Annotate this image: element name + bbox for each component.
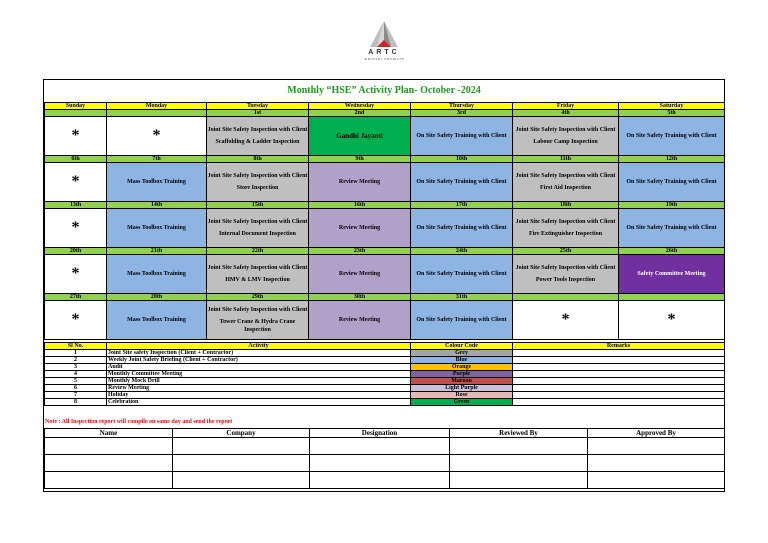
inspection-text: First Aid Inspection <box>539 185 591 191</box>
logo-tagline: INDUSTRY PROJECTS <box>363 57 405 61</box>
asterisk-icon: * <box>71 265 80 282</box>
activity-cell <box>411 209 513 248</box>
activity-cell <box>309 255 411 294</box>
legend-remarks <box>513 350 725 357</box>
date-cell: 1st <box>207 110 309 117</box>
legend-colour-swatch: Green <box>411 399 513 406</box>
date-cell: 14th <box>107 202 207 209</box>
signoff-header-reviewed-by: Reviewed By <box>450 429 588 438</box>
note-text: Note : All Inspection report will compile on same day and send the report <box>45 419 233 425</box>
legend-colour-swatch: Maroon <box>411 378 513 385</box>
activity-cell <box>619 255 725 294</box>
signoff-cell[interactable] <box>310 438 450 455</box>
date-cell: 27th <box>45 294 107 301</box>
legend-remarks <box>513 371 725 378</box>
legend-colour-swatch: Grey <box>411 350 513 357</box>
legend-sno: 2 <box>45 357 107 364</box>
legend-remarks <box>513 392 725 399</box>
legend-activity-header: Activity <box>107 343 411 350</box>
legend-activity: Monthly Committee Meeting <box>107 371 411 378</box>
legend-activity: Monthly Mock Drill <box>107 378 411 385</box>
day-header-tuesday: Tuesday <box>207 103 309 110</box>
page-title: Monthly “HSE” Activity Plan- October -2024 <box>287 85 481 96</box>
off-day-cell <box>45 255 107 294</box>
signoff-header-designation: Designation <box>310 429 450 438</box>
activity-text: Joint Site Safety Inspection with Client <box>207 265 308 271</box>
signoff-cell[interactable] <box>450 472 588 489</box>
legend-row <box>45 385 725 392</box>
activity-text: Mass Toolbox Training <box>127 271 186 277</box>
activity-text: On Site Safety Training with Client <box>416 271 507 277</box>
activity-row <box>45 209 725 248</box>
activity-text: Joint Site Safety Inspection with Client <box>515 127 616 133</box>
date-cell: 19th <box>619 202 725 209</box>
day-header-friday: Friday <box>513 103 619 110</box>
off-day-cell <box>45 163 107 202</box>
calendar-table <box>44 102 725 340</box>
date-cell: 16th <box>309 202 411 209</box>
date-cell: 23th <box>309 248 411 255</box>
activity-cell <box>207 209 309 248</box>
legend-colour-swatch: Light Purple <box>411 385 513 392</box>
date-cell: 4th <box>513 110 619 117</box>
legend-row <box>45 392 725 399</box>
signoff-cell[interactable] <box>588 455 725 472</box>
activity-text: Safety Committee Meeting <box>637 271 706 277</box>
signoff-cell[interactable] <box>450 438 588 455</box>
activity-text: On Site Safety Training with Client <box>416 317 507 323</box>
inspection-text: Internal Document Inspection <box>218 231 296 237</box>
inspection-text: Labour Camp Inspection <box>533 139 598 145</box>
activity-row <box>45 255 725 294</box>
activity-text: Joint Site Safety Inspection with Client <box>207 219 308 225</box>
legend-row <box>45 399 725 406</box>
asterisk-icon: * <box>152 127 161 144</box>
date-cell: 10th <box>411 156 513 163</box>
activity-text: Joint Site Safety Inspection with Client <box>207 127 308 133</box>
legend-row <box>45 371 725 378</box>
signoff-row <box>45 472 725 489</box>
legend-activity: Celebration <box>107 399 411 406</box>
activity-cell <box>513 163 619 202</box>
date-row <box>45 248 725 255</box>
inspection-text: HMV & LMV Inspection <box>225 277 290 283</box>
asterisk-icon: * <box>561 311 570 328</box>
activity-text: Mass Toolbox Training <box>127 317 186 323</box>
off-day-cell <box>45 301 107 340</box>
activity-plan-sheet <box>43 79 725 492</box>
day-header-monday: Monday <box>107 103 207 110</box>
date-cell: 29th <box>207 294 309 301</box>
legend-remarks-header: Remarks <box>513 343 725 350</box>
activity-cell <box>619 163 725 202</box>
legend-remarks <box>513 364 725 371</box>
date-cell: 9th <box>309 156 411 163</box>
legend-row <box>45 364 725 371</box>
off-day-cell <box>45 209 107 248</box>
off-day-cell <box>513 301 619 340</box>
legend-colour-header: Colour Code <box>411 343 513 350</box>
signoff-header-approved-by: Approved By <box>588 429 725 438</box>
inspection-text: Power Tools Inspection <box>535 277 596 283</box>
date-cell: 8th <box>207 156 309 163</box>
signoff-cell[interactable] <box>173 438 310 455</box>
activity-cell <box>411 163 513 202</box>
legend-sno: 1 <box>45 350 107 357</box>
inspection-text: Fire Extinguisher Inspection <box>528 231 603 237</box>
date-cell: 15th <box>207 202 309 209</box>
activity-cell <box>309 209 411 248</box>
activity-cell <box>207 255 309 294</box>
activity-cell <box>309 301 411 340</box>
off-day-cell <box>619 301 725 340</box>
activity-row <box>45 163 725 202</box>
legend-sno: 4 <box>45 371 107 378</box>
date-cell: 5th <box>619 110 725 117</box>
asterisk-icon: * <box>71 219 80 236</box>
activity-text: Review Meeting <box>338 271 381 277</box>
asterisk-icon: * <box>667 311 676 328</box>
activity-text: On Site Safety Training with Client <box>626 225 717 231</box>
date-cell <box>619 294 725 301</box>
activity-cell <box>207 301 309 340</box>
date-cell: 13th <box>45 202 107 209</box>
activity-text: Joint Site Safety Inspection with Client <box>515 265 616 271</box>
legend-activity: Weekly Joint Safety Briefing (Client + Contractor) <box>107 357 411 364</box>
legend-remarks <box>513 385 725 392</box>
legend-header-row <box>45 343 725 350</box>
date-cell: 6th <box>45 156 107 163</box>
activity-cell <box>619 117 725 156</box>
logo-name: ARTC <box>368 49 400 56</box>
signoff-header-name: Name <box>45 429 173 438</box>
activity-cell <box>411 255 513 294</box>
asterisk-icon: * <box>71 127 80 144</box>
legend-table <box>44 342 725 406</box>
logo-triangle-icon <box>369 20 399 48</box>
signoff-table <box>44 428 725 489</box>
date-cell <box>513 294 619 301</box>
legend-remarks <box>513 378 725 385</box>
activity-text: On Site Safety Training with Client <box>626 133 717 139</box>
activity-text: On Site Safety Training with Client <box>416 133 507 139</box>
signoff-cell[interactable] <box>45 438 173 455</box>
day-header-saturday: Saturday <box>619 103 725 110</box>
activity-row <box>45 117 725 156</box>
legend-colour-swatch: Rose <box>411 392 513 399</box>
date-row <box>45 294 725 301</box>
date-cell: 17th <box>411 202 513 209</box>
legend-sno: 8 <box>45 399 107 406</box>
activity-text: Gandhi Jayanti <box>336 132 383 140</box>
legend-colour-swatch: Orange <box>411 364 513 371</box>
date-cell: 25th <box>513 248 619 255</box>
activity-text: Review Meeting <box>338 225 381 231</box>
activity-text: Mass Toolbox Training <box>127 225 186 231</box>
artc-logo <box>356 20 412 68</box>
activity-cell <box>619 209 725 248</box>
activity-text: Review Meeting <box>338 317 381 323</box>
date-row <box>45 156 725 163</box>
legend-sno: 7 <box>45 392 107 399</box>
asterisk-icon: * <box>71 173 80 190</box>
legend-activity: Audit <box>107 364 411 371</box>
day-header-wednesday: Wednesday <box>309 103 411 110</box>
legend-activity: Holiday <box>107 392 411 399</box>
date-cell: 7th <box>107 156 207 163</box>
date-cell <box>107 110 207 117</box>
activity-row <box>45 301 725 340</box>
legend-sno: 3 <box>45 364 107 371</box>
activity-cell <box>107 255 207 294</box>
activity-cell <box>411 301 513 340</box>
legend-sno: 6 <box>45 385 107 392</box>
signoff-cell[interactable] <box>310 455 450 472</box>
date-cell: 2nd <box>309 110 411 117</box>
activity-text: Review Meeting <box>338 179 381 185</box>
signoff-header-row <box>45 429 725 438</box>
signoff-row <box>45 455 725 472</box>
signoff-cell[interactable] <box>450 455 588 472</box>
activity-cell <box>207 117 309 156</box>
date-cell: 26th <box>619 248 725 255</box>
activity-cell <box>513 255 619 294</box>
day-header-thursday: Thursday <box>411 103 513 110</box>
inspection-text: Tower Crane & Hydra Crane Inspection <box>219 319 296 333</box>
activity-cell <box>107 209 207 248</box>
legend-remarks <box>513 357 725 364</box>
legend-colour-swatch: Blue <box>411 357 513 364</box>
activity-cell <box>207 163 309 202</box>
activity-text: Joint Site Safety Inspection with Client <box>515 219 616 225</box>
date-cell: 24th <box>411 248 513 255</box>
legend-colour-swatch: Purple <box>411 371 513 378</box>
date-row <box>45 202 725 209</box>
date-cell: 31th <box>411 294 513 301</box>
signoff-cell[interactable] <box>45 455 173 472</box>
day-header-sunday: Sunday <box>45 103 107 110</box>
date-cell: 21th <box>107 248 207 255</box>
activity-text: On Site Safety Training with Client <box>416 179 507 185</box>
date-cell: 30th <box>309 294 411 301</box>
off-day-cell <box>107 117 207 156</box>
inspection-text: Store Inspection <box>236 185 279 191</box>
legend-row <box>45 357 725 364</box>
activity-text: On Site Safety Training with Client <box>626 179 717 185</box>
activity-cell <box>513 117 619 156</box>
date-row <box>45 110 725 117</box>
activity-cell <box>107 301 207 340</box>
signoff-cell[interactable] <box>45 472 173 489</box>
day-header-row <box>45 103 725 110</box>
date-cell: 3rd <box>411 110 513 117</box>
signoff-cell[interactable] <box>588 438 725 455</box>
activity-text: Joint Site Safety Inspection with Client <box>515 173 616 179</box>
activity-cell <box>513 209 619 248</box>
legend-sno: 5 <box>45 378 107 385</box>
signoff-header-company: Company <box>173 429 310 438</box>
signoff-cell[interactable] <box>173 455 310 472</box>
date-cell: 12th <box>619 156 725 163</box>
activity-cell <box>309 163 411 202</box>
signoff-row <box>45 438 725 455</box>
activity-text: Joint Site Safety Inspection with Client <box>207 173 308 179</box>
activity-text: Joint Site Safety Inspection with Client <box>207 307 308 313</box>
signoff-cell[interactable] <box>173 472 310 489</box>
legend-remarks <box>513 399 725 406</box>
date-cell: 11th <box>513 156 619 163</box>
date-cell: 20th <box>45 248 107 255</box>
activity-text: Mass Toolbox Training <box>127 179 186 185</box>
date-cell: 22th <box>207 248 309 255</box>
inspection-text: Scaffolding & Ladder Inspection <box>215 139 300 145</box>
date-cell: 28th <box>107 294 207 301</box>
asterisk-icon: * <box>71 311 80 328</box>
signoff-cell[interactable] <box>588 472 725 489</box>
date-cell: 18th <box>513 202 619 209</box>
legend-sno-header: Sl No. <box>45 343 107 350</box>
activity-text: On Site Safety Training with Client <box>416 225 507 231</box>
signoff-cell[interactable] <box>310 472 450 489</box>
activity-cell <box>309 117 411 156</box>
legend-row <box>45 378 725 385</box>
activity-cell <box>411 117 513 156</box>
legend-activity: Joint Site safety Inspection (Client + Contractor) <box>107 350 411 357</box>
activity-cell <box>107 163 207 202</box>
legend-activity: Review Meeting <box>107 385 411 392</box>
legend-row <box>45 350 725 357</box>
off-day-cell <box>45 117 107 156</box>
date-cell <box>45 110 107 117</box>
